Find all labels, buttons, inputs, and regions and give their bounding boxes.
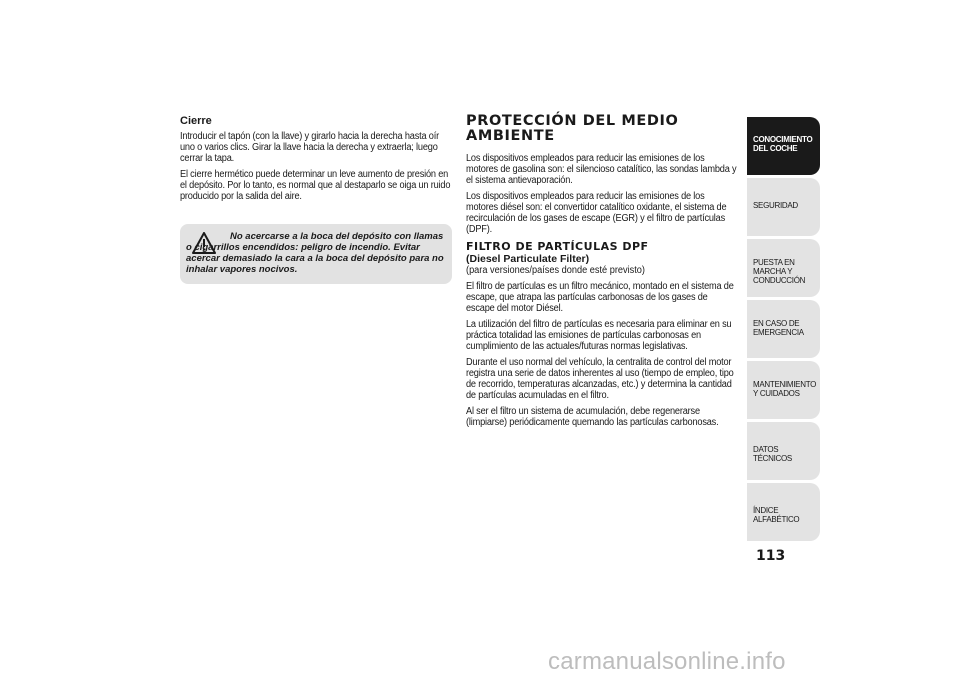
tab-label: EN CASO DE EMERGENCIA xyxy=(753,319,804,337)
left-column xyxy=(180,115,452,207)
dpf-note: (para versiones/países donde esté previsto) xyxy=(466,265,645,276)
paragraph: Introducir el tapón (con la llave) y girarlo hacia la derecha hasta oír uno o varios clics. Girar la llave hacia la derecha y extraerla; luego cerrar la tapa. xyxy=(180,131,439,164)
page-number: 113 xyxy=(756,548,786,564)
watermark: carmanualsonline.info xyxy=(548,648,786,675)
tab-puesta-en-marcha[interactable] xyxy=(747,239,820,297)
tab-indice-alfabetico[interactable] xyxy=(747,483,820,541)
paragraph: El cierre hermético puede determinar un leve aumento de presión en el depósito. Por lo tanto, es normal que al destaparlo se oiga un ruido producido por la salida del aire. xyxy=(180,169,451,202)
tab-label: DATOS TÉCNICOS xyxy=(753,445,792,463)
tab-en-caso-de-emergencia[interactable] xyxy=(747,300,820,358)
paragraph: El filtro de partículas es un filtro mecánico, montado en el sistema de escape, que atrapa las partículas carbonosas de los gases de escape del motor Diésel. xyxy=(466,281,734,314)
chapter-tabs xyxy=(747,117,820,544)
dpf-heading: FILTRO DE PARTÍCULAS DPF xyxy=(466,240,649,253)
tab-label: SEGURIDAD xyxy=(753,201,798,210)
paragraph: Al ser el filtro un sistema de acumulación, debe regenerarse (limpiarse) periódicamente quemando las partículas carbonosas. xyxy=(466,406,719,428)
tab-seguridad[interactable] xyxy=(747,178,820,236)
right-column xyxy=(466,114,740,433)
dpf-subheading: (Diesel Particulate Filter) xyxy=(466,253,590,265)
tab-label: PUESTA EN MARCHA Y CONDUCCIÓN xyxy=(753,258,806,285)
tab-datos-tecnicos[interactable] xyxy=(747,422,820,480)
paragraph: Durante el uso normal del vehículo, la centralita de control del motor registra una serie de datos inherentes al uso (tiempo de empleo, tipo de recorrido, temperaturas alcanzadas, etc.) y determina la cantidad de partículas acumuladas en el filtro. xyxy=(466,357,734,401)
tab-label: MANTENIMIENTO Y CUIDADOS xyxy=(753,380,817,398)
tab-label: ÍNDICE ALFABÉTICO xyxy=(753,506,800,524)
tab-conocimiento-del-coche[interactable] xyxy=(747,117,820,175)
paragraph: La utilización del filtro de partículas es necesaria para eliminar en su práctica totalidad las emisiones de partículas carbonosas en cumplimiento de las actuales/futuras normas legislativas. xyxy=(466,319,732,352)
tab-mantenimiento[interactable] xyxy=(747,361,820,419)
section-title: PROTECCIÓN DEL MEDIO AMBIENTE xyxy=(466,113,679,144)
tab-label: CONOCIMIENTO DEL COCHE xyxy=(753,135,813,153)
warning-text: No acercarse a la boca del depósito con llamas o cigarrillos encendidos: peligro de incendio. Evitar acercar demasiado la cara a la boca del depósito para no inhalar vapores nocivos. xyxy=(186,231,444,275)
subheading-cierre: Cierre xyxy=(180,115,212,127)
warning-box xyxy=(180,224,452,284)
paragraph: Los dispositivos empleados para reducir las emisiones de los motores diésel son: el convertidor catalítico oxidante, el sistema de recirculación de los gases de escape (EGR) y el filtro de partículas (DPF). xyxy=(466,191,727,235)
paragraph: Los dispositivos empleados para reducir las emisiones de los motores de gasolina son: el silencioso catalítico, las sondas lambda y el sistema antievaporación. xyxy=(466,153,737,186)
